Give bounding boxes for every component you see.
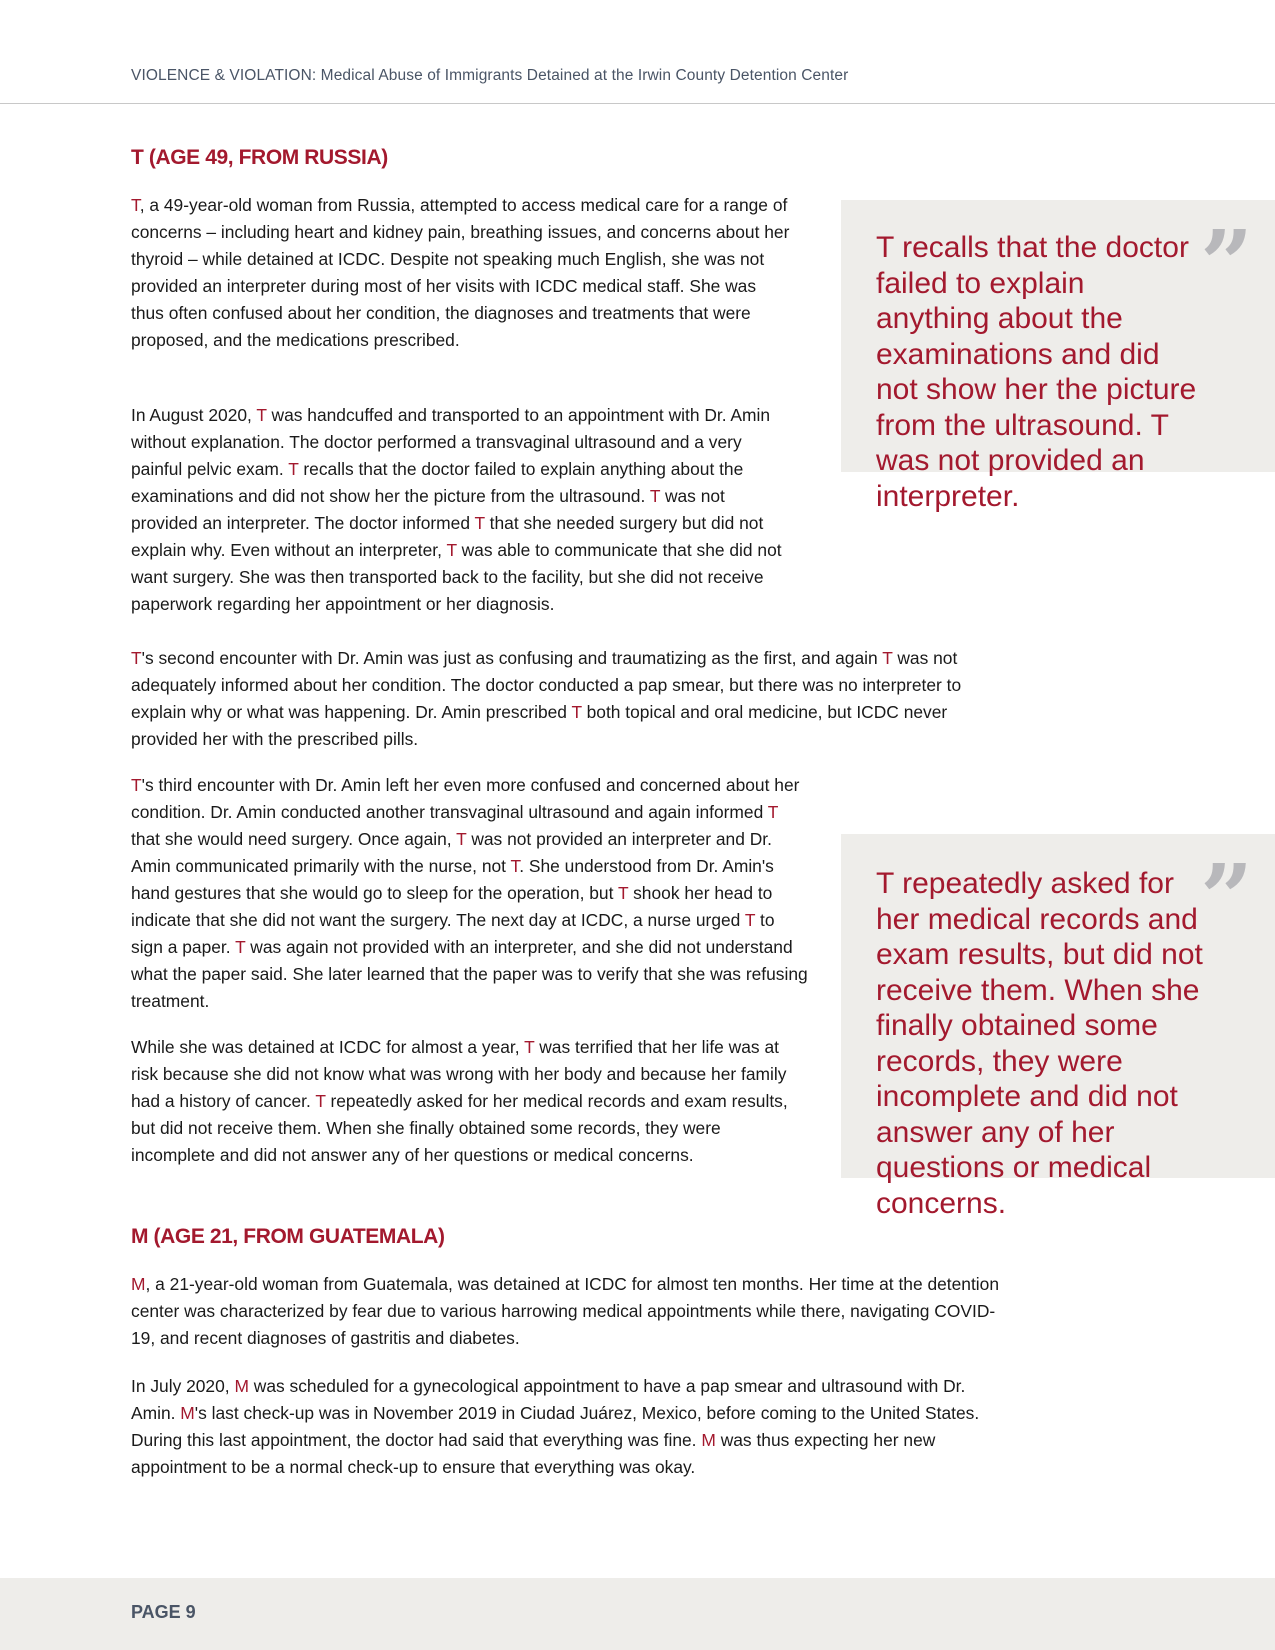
paragraph: M, a 21-year-old woman from Guatemala, was detained at ICDC for almost ten months. Her time at the detention center was characterized by fear due to various harrowing medical appointments while there, navigating COVID-19, and recent diagnoses of gastritis and diabetes. <box>131 1274 1000 1348</box>
quote-mark-icon: ” <box>1200 844 1253 952</box>
paragraph: In August 2020, T was handcuffed and transported to an appointment with Dr. Amin without explanation. The doctor performed a transvaginal ultrasound and a very painful pelvic exam. T recalls that the doctor failed to explain anything about the examinations and did not show her the picture from the ultrasound. T was not provided an interpreter. The doctor informed T that she needed surgery but did not explain why. Even without an interpreter, T was able to communicate that she did not want surgery. She was then transported back to the facility, but she did not receive paperwork regarding her appointment or her diagnosis. <box>131 405 782 614</box>
paragraph: T's second encounter with Dr. Amin was just as confusing and traumatizing as the first, and again T was not adequately informed about her condition. The doctor conducted a pap smear, but there was no interpreter to explain why or what was happening. Dr. Amin prescribed T both topical and oral medicine, but ICDC never provided her with the prescribed pills. <box>131 648 962 749</box>
pull-quote <box>841 200 1275 513</box>
page-number: PAGE 9 <box>131 1602 196 1622</box>
section-heading-m: M (AGE 21, FROM GUATEMALA) <box>131 1225 445 1248</box>
pull-quote <box>841 834 1275 1220</box>
quote-mark-icon: ” <box>1200 210 1253 318</box>
section-heading-t: T (AGE 49, FROM RUSSIA) <box>131 146 388 169</box>
paragraph: While she was detained at ICDC for almost a year, T was terrified that her life was at risk because she did not know what was wrong with her body and because her family had a history of cancer. T repeatedly asked for her medical records and exam results, but did not receive them. When she finally obtained some records, they were incomplete and did not answer any of her questions or medical concerns. <box>131 1037 788 1165</box>
paragraph: In July 2020, M was scheduled for a gynecological appointment to have a pap smear and ultrasound with Dr. Amin. M's last check-up was in November 2019 in Ciudad Juárez, Mexico, before coming to the United States. During this last appointment, the doctor had said that everything was fine. M was thus expecting her new appointment to be a normal check-up to ensure that everything was okay. <box>131 1376 980 1477</box>
pull-quote-text: T recalls that the doctor failed to explain anything about the examinations and did not show her the picture from the ultrasound. T was not provided an interpreter. <box>876 231 1197 513</box>
paragraph: T, a 49-year-old woman from Russia, attempted to access medical care for a range of concerns – including heart and kidney pain, breathing issues, and concerns about her thyroid – while detained at ICDC. Despite not speaking much English, she was not provided an interpreter during most of her visits with ICDC medical staff. She was thus often confused about her condition, the diagnoses and treatments that were proposed, and the medications prescribed. <box>131 195 790 350</box>
page-footer <box>0 1578 1275 1650</box>
report-title: VIOLENCE & VIOLATION: Medical Abuse of Immigrants Detained at the Irwin County Detention Center <box>131 67 849 84</box>
pull-quote-text: T repeatedly asked for her medical records and exam results, but did not receive them. When she finally obtained some records, they were incomplete and did not answer any of her questions or medical concerns. <box>876 867 1203 1220</box>
page-header <box>0 0 1275 104</box>
paragraph: T's third encounter with Dr. Amin left her even more confused and concerned about her condition. Dr. Amin conducted another transvaginal ultrasound and again informed T that she would need surgery. Once again, T was not provided an interpreter and Dr. Amin communicated primarily with the nurse, not T. She understood from Dr. Amin's hand gestures that she would go to sleep for the operation, but T shook her head to indicate that she did not want the surgery. The next day at ICDC, a nurse urged T to sign a paper. T was again not provided with an interpreter, and she did not understand what the paper said. She later learned that the paper was to verify that she was refusing treatment. <box>131 775 808 1011</box>
